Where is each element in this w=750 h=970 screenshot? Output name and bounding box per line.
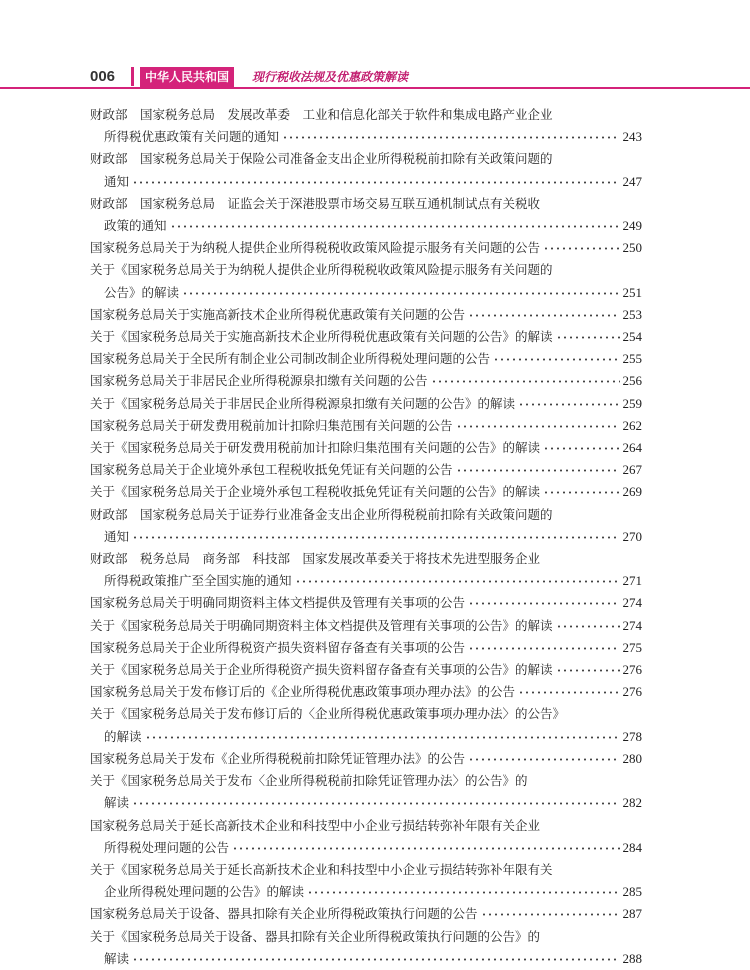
toc-entry[interactable] <box>90 815 642 859</box>
dot-leader <box>556 327 620 340</box>
toc-entry[interactable] <box>90 926 642 970</box>
toc-entry[interactable] <box>90 148 642 192</box>
toc-entry-title: 关于《国家税务总局关于企业所得税资产损失资料留存备查有关事项的公告》的解读 <box>90 662 553 678</box>
toc-entry-title: 财政部 国家税务总局 证监会关于深港股票市场交易互联互通机制试点有关税收 <box>90 195 541 211</box>
toc-entry[interactable] <box>90 615 642 637</box>
toc-entry[interactable] <box>90 481 642 503</box>
toc-entry-title: 关于《国家税务总局关于发布〈企业所得税税前扣除凭证管理办法〉的公告》的 <box>90 773 528 789</box>
toc-entry-title: 通知 <box>104 173 130 189</box>
toc-entry-title: 的解读 <box>104 728 142 744</box>
toc-entry-title: 国家税务总局关于研发费用税前加计扣除归集范围有关问题的公告 <box>90 417 453 433</box>
toc-page-number: 287 <box>622 906 642 922</box>
toc-entry[interactable] <box>90 370 642 392</box>
toc-page-number: 251 <box>622 284 642 300</box>
toc-entry-title: 关于《国家税务总局关于企业境外承包工程税收抵免凭证有关问题的公告》的解读 <box>90 484 541 500</box>
toc-entry-title: 国家税务总局关于延长高新技术企业和科技型中小企业亏损结转弥补年限有关企业 <box>90 817 541 833</box>
toc-entry-title: 关于《国家税务总局关于为纳税人提供企业所得税税收政策风险提示服务有关问题的 <box>90 262 553 278</box>
table-of-contents <box>90 104 642 970</box>
header-divider-bar <box>131 67 134 86</box>
toc-page-number: 255 <box>622 351 642 367</box>
header-rule <box>0 87 750 89</box>
toc-entry-title: 财政部 国家税务总局关于证券行业准备金支出企业所得税税前扣除有关政策问题的 <box>90 506 553 522</box>
toc-entry[interactable] <box>90 348 642 370</box>
toc-entry-title: 财政部 国家税务总局 发展改革委 工业和信息化部关于软件和集成电路产业企业 <box>90 107 553 122</box>
toc-entry[interactable] <box>90 703 642 747</box>
toc-entry[interactable] <box>90 637 642 659</box>
toc-page-number: 267 <box>622 462 642 478</box>
dot-leader <box>543 438 619 451</box>
toc-entry-title: 关于《国家税务总局关于延长高新技术企业和科技型中小企业亏损结转弥补年限有关 <box>90 861 553 877</box>
toc-entry-title: 解读 <box>104 795 130 811</box>
dot-leader <box>456 415 620 428</box>
toc-entry-title: 所得税优惠政策有关问题的通知 <box>104 129 280 145</box>
toc-entry[interactable] <box>90 393 642 415</box>
page-number: 006 <box>90 68 116 85</box>
toc-entry-title: 政策的通知 <box>104 218 167 234</box>
toc-page-number: 270 <box>622 528 642 544</box>
dot-leader <box>556 615 620 628</box>
dot-leader <box>132 171 619 184</box>
dot-leader <box>295 571 620 584</box>
toc-entry[interactable] <box>90 681 642 703</box>
dot-leader <box>468 748 619 761</box>
toc-entry-title: 关于《国家税务总局关于研发费用税前加计扣除归集范围有关问题的公告》的解读 <box>90 440 541 456</box>
toc-entry-title: 国家税务总局关于企业境外承包工程税收抵免凭证有关问题的公告 <box>90 462 453 478</box>
toc-entry-title: 所得税政策推广至全国实施的通知 <box>104 573 292 589</box>
toc-page-number: 285 <box>622 884 642 900</box>
dot-leader <box>282 127 619 140</box>
dot-leader <box>556 660 620 673</box>
toc-entry-title: 关于《国家税务总局关于设备、器具扣除有关企业所得税政策执行问题的公告》的 <box>90 928 541 944</box>
toc-entry[interactable] <box>90 326 642 348</box>
toc-page-number: 243 <box>622 129 642 145</box>
toc-page-number: 275 <box>622 639 642 655</box>
toc-entry[interactable] <box>90 193 642 237</box>
toc-page-number: 253 <box>622 306 642 322</box>
toc-entry-title: 国家税务总局关于实施高新技术企业所得税优惠政策有关问题的公告 <box>90 306 466 322</box>
toc-entry[interactable] <box>90 415 642 437</box>
dot-leader <box>468 304 619 317</box>
toc-page-number: 264 <box>622 440 642 456</box>
toc-entry-title: 国家税务总局关于全民所有制企业公司制改制企业所得税处理问题的公告 <box>90 351 491 367</box>
dot-leader <box>431 371 620 384</box>
dot-leader <box>456 460 620 473</box>
toc-entry-title: 国家税务总局关于设备、器具扣除有关企业所得税政策执行问题的公告 <box>90 906 478 922</box>
toc-entry[interactable] <box>90 459 642 481</box>
toc-page-number: 259 <box>622 395 642 411</box>
toc-entry-title: 财政部 国家税务总局关于保险公司准备金支出企业所得税税前扣除有关政策问题的 <box>90 151 553 167</box>
running-header <box>0 66 750 88</box>
dot-leader <box>132 793 619 806</box>
toc-entry[interactable] <box>90 304 642 326</box>
toc-entry-title: 关于《国家税务总局关于非居民企业所得税源泉扣缴有关问题的公告》的解读 <box>90 395 516 411</box>
toc-entry-title: 国家税务总局关于非居民企业所得税源泉扣缴有关问题的公告 <box>90 373 428 389</box>
toc-entry-title: 关于《国家税务总局关于明确同期资料主体文档提供及管理有关事项的公告》的解读 <box>90 617 553 633</box>
dot-leader <box>170 216 620 229</box>
dot-leader <box>182 282 619 295</box>
dot-leader <box>145 726 620 739</box>
toc-entry[interactable] <box>90 504 642 548</box>
toc-entry[interactable] <box>90 437 642 459</box>
toc-entry[interactable] <box>90 659 642 681</box>
toc-page-number: 247 <box>622 173 642 189</box>
toc-entry-title: 国家税务总局关于明确同期资料主体文档提供及管理有关事项的公告 <box>90 595 466 611</box>
toc-entry[interactable] <box>90 859 642 903</box>
toc-page-number: 276 <box>622 662 642 678</box>
toc-page-number: 249 <box>622 218 642 234</box>
toc-page-number: 274 <box>622 617 642 633</box>
toc-page-number: 288 <box>622 950 642 966</box>
toc-entry-title: 国家税务总局关于企业所得税资产损失资料留存备查有关事项的公告 <box>90 639 466 655</box>
toc-entry[interactable] <box>90 903 642 925</box>
toc-entry-title: 关于《国家税务总局关于发布修订后的〈企业所得税优惠政策事项办理办法〉的公告》 <box>90 706 566 722</box>
dot-leader <box>493 349 619 362</box>
toc-entry-title: 国家税务总局关于发布《企业所得税税前扣除凭证管理办法》的公告 <box>90 750 466 766</box>
toc-page-number: 254 <box>622 329 642 345</box>
toc-page-number: 276 <box>622 684 642 700</box>
toc-entry-title: 国家税务总局关于发布修订后的《企业所得税优惠政策事项办理办法》的公告 <box>90 684 516 700</box>
dot-leader <box>543 482 619 495</box>
dot-leader <box>468 593 619 606</box>
toc-entry-title: 所得税处理问题的公告 <box>104 839 230 855</box>
toc-page-number: 278 <box>622 728 642 744</box>
toc-entry[interactable] <box>90 592 642 614</box>
book-subtitle: 现行税收法规及优惠政策解读 <box>252 70 409 84</box>
toc-entry[interactable] <box>90 237 642 259</box>
toc-page-number: 284 <box>622 839 642 855</box>
toc-entry[interactable] <box>90 259 642 303</box>
toc-entry[interactable] <box>90 548 642 592</box>
toc-page-number: 269 <box>622 484 642 500</box>
toc-page-number: 282 <box>622 795 642 811</box>
toc-page-number: 280 <box>622 750 642 766</box>
toc-entry-title: 企业所得税处理问题的公告》的解读 <box>104 884 305 900</box>
dot-leader <box>232 837 619 850</box>
toc-entry[interactable] <box>90 104 642 148</box>
book-title-tag: 中华人民共和国 <box>140 67 234 87</box>
toc-entry[interactable] <box>90 748 642 770</box>
dot-leader <box>518 393 619 406</box>
toc-entry-title: 关于《国家税务总局关于实施高新技术企业所得税优惠政策有关问题的公告》的解读 <box>90 329 553 345</box>
toc-entry[interactable] <box>90 770 642 814</box>
dot-leader <box>132 526 619 539</box>
toc-entry-title: 国家税务总局关于为纳税人提供企业所得税税收政策风险提示服务有关问题的公告 <box>90 240 541 256</box>
toc-entry-title: 通知 <box>104 528 130 544</box>
dot-leader <box>543 238 619 251</box>
toc-page-number: 271 <box>622 573 642 589</box>
toc-entry-title: 财政部 税务总局 商务部 科技部 国家发展改革委关于将技术先进型服务企业 <box>90 551 541 567</box>
dot-leader <box>307 882 619 895</box>
dot-leader <box>468 637 619 650</box>
toc-entry-title: 公告》的解读 <box>104 284 180 300</box>
dot-leader <box>132 948 619 961</box>
toc-entry-title: 解读 <box>104 950 130 966</box>
toc-page-number: 256 <box>622 373 642 389</box>
dot-leader <box>481 904 620 917</box>
dot-leader <box>518 682 619 695</box>
toc-page-number: 274 <box>622 595 642 611</box>
toc-page-number: 250 <box>622 240 642 256</box>
toc-page-number: 262 <box>622 417 642 433</box>
